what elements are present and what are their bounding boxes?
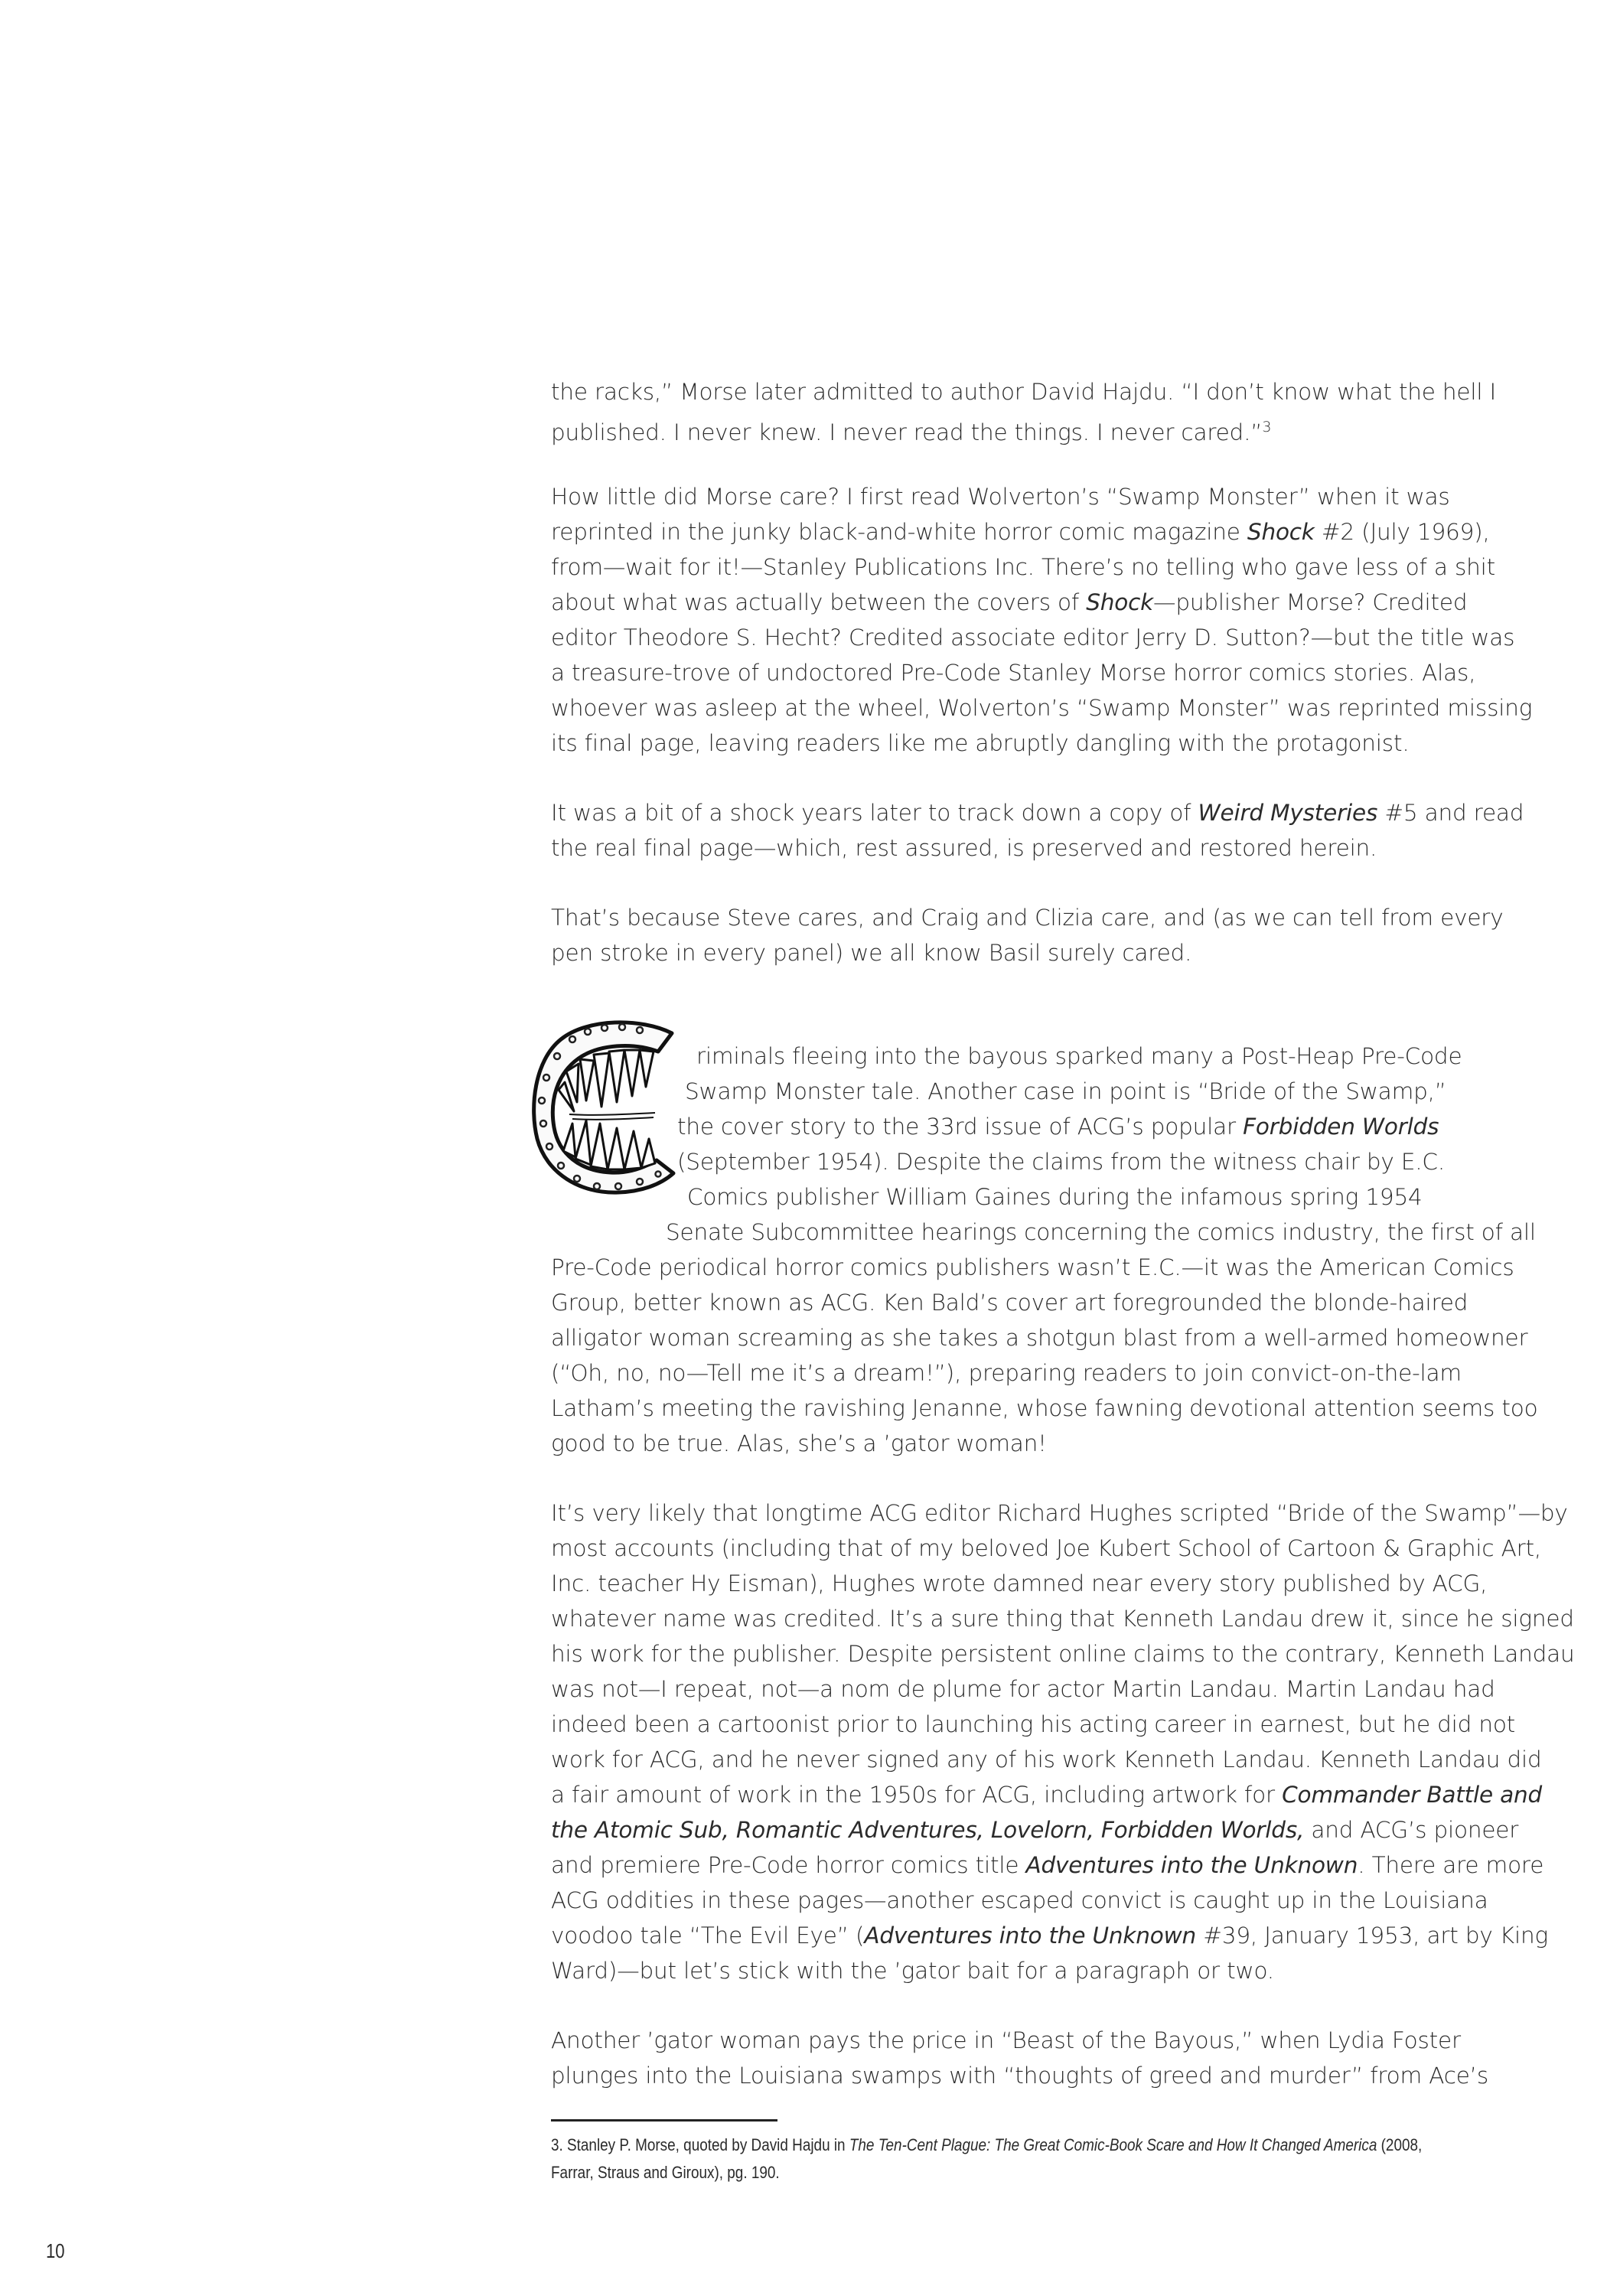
page-number: 10	[46, 2239, 65, 2262]
text-line: (“Oh, no, no—Tell me it’s a dream!”), preparing readers to join convict-on-the-lam	[551, 1360, 1462, 1386]
text-line: from—wait for it!—Stanley Publications Inc. There’s no telling who gave less of a shit	[551, 554, 1495, 580]
text-line: the cover story to the 33rd issue of ACG’s popular Forbidden Worlds	[677, 1114, 1439, 1140]
text-line: about what was actually between the covers of Shock—publisher Morse? Credited	[551, 589, 1468, 615]
text-line: pen stroke in every panel) we all know Basil surely cared.	[551, 940, 1192, 966]
text-line: Senate Subcommittee hearings concerning the comics industry, the first of all	[666, 1219, 1536, 1245]
text-line: editor Theodore S. Hecht? Credited associate editor Jerry D. Sutton?—but the title was	[551, 625, 1515, 651]
footnote-line: Farrar, Straus and Giroux), pg. 190.	[551, 2163, 780, 2182]
text-line: It was a bit of a shock years later to track down a copy of Weird Mysteries #5 and read	[551, 800, 1524, 826]
paragraph-dropcap	[551, 1039, 1538, 1461]
text-line: the racks,” Morse later admitted to author David Hajdu. “I don’t know what the hell I	[551, 379, 1497, 405]
text-line: a fair amount of work in the 1950s for ACG, including artwork for Commander Battle and	[551, 1782, 1543, 1808]
text-line: Latham’s meeting the ravishing Jenanne, whose fawning devotional attention seems too	[551, 1395, 1538, 1421]
text-line: reprinted in the junky black-and-white horror comic magazine Shock #2 (July 1969),	[551, 519, 1490, 545]
paragraph	[551, 2023, 1500, 2093]
text-line: riminals fleeing into the bayous sparked many a Post-Heap Pre-Code	[696, 1043, 1462, 1069]
text-line: the Atomic Sub, Romantic Adventures, Lovelorn, Forbidden Worlds, and ACG’s pioneer	[551, 1817, 1519, 1843]
footnote	[551, 2131, 1498, 2187]
text-line: and premiere Pre-Code horror comics title Adventures into the Unknown. There are more	[551, 1852, 1544, 1878]
text-line: a treasure-trove of undoctored Pre-Code Stanley Morse horror comics stories. Alas,	[551, 660, 1476, 686]
text-block-upper	[551, 374, 1533, 970]
text-line: its final page, leaving readers like me abruptly dangling with the protagonist.	[551, 730, 1410, 756]
text-line: the real final page—which, rest assured, is preserved and restored herein.	[551, 835, 1377, 861]
text-line: Ward)—but let’s stick with the ’gator bait for a paragraph or two.	[551, 1958, 1274, 1984]
text-line: alligator woman screaming as she takes a shotgun blast from a well-armed homeowner	[551, 1325, 1528, 1351]
text-line: plunges into the Louisiana swamps with “thoughts of greed and murder” from Ace’s	[551, 2063, 1489, 2089]
text-line: most accounts (including that of my beloved Joe Kubert School of Cartoon & Graphic Art,	[551, 1535, 1542, 1561]
text-block-lower	[551, 1039, 1575, 2093]
text-line: his work for the publisher. Despite persistent online claims to the contrary, Kenneth Landau	[551, 1641, 1575, 1667]
paragraph	[551, 900, 1504, 970]
text-line: Inc. teacher Hy Eisman), Hughes wrote damned near every story published by ACG,	[551, 1570, 1488, 1596]
text-line: whoever was asleep at the wheel, Wolverton’s “Swamp Monster” was reprinted missing	[551, 695, 1533, 721]
paragraph	[551, 479, 1533, 761]
text-line: published. I never knew. I never read the things. I never cared.”$^3$	[551, 419, 1272, 445]
text-line: Pre-Code periodical horror comics publishers wasn’t E.C.—it was the American Comics	[551, 1254, 1514, 1280]
text-line: ACG oddities in these pages—another escaped convict is caught up in the Louisiana	[551, 1887, 1488, 1913]
paragraph	[551, 374, 1500, 445]
text-line: Swamp Monster tale. Another case in point is “Bride of the Swamp,”	[685, 1078, 1446, 1104]
paragraph	[551, 795, 1524, 866]
footnote-divider	[551, 2119, 777, 2122]
text-line: work for ACG, and he never signed any of his work Kenneth Landau. Kenneth Landau did	[551, 1746, 1542, 1773]
text-line: good to be true. Alas, she’s a ’gator woman!	[551, 1430, 1047, 1456]
text-line: voodoo tale “The Evil Eye” (Adventures into the Unknown #39, January 1953, art by King	[551, 1923, 1548, 1949]
text-line: Group, better known as ACG. Ken Bald’s cover art foregrounded the blonde-haired	[551, 1290, 1468, 1316]
footnote-line: 3. Stanley P. Morse, quoted by David Hajdu in The Ten-Cent Plague: The Great Comic-Book Scare and How It Changed America (2008,	[551, 2135, 1423, 2154]
text-line: indeed been a cartoonist prior to launching his acting career in earnest, but he did not	[551, 1711, 1516, 1737]
text-line: Comics publisher William Gaines during the infamous spring 1954	[687, 1184, 1423, 1210]
footnote-marker: 3	[1262, 419, 1272, 435]
text-line: (September 1954). Despite the claims from the witness chair by E.C.	[677, 1149, 1446, 1175]
paragraph	[551, 1495, 1575, 1988]
text-line: Another ’gator woman pays the price in “Beast of the Bayous,” when Lydia Foster	[551, 2027, 1461, 2053]
text-line: How little did Morse care? I first read Wolverton’s “Swamp Monster” when it was	[551, 484, 1450, 510]
text-line: It’s very likely that longtime ACG editor Richard Hughes scripted “Bride of the Swamp”—by	[551, 1500, 1568, 1526]
text-line: whatever name was credited. It’s a sure thing that Kenneth Landau drew it, since he signed	[551, 1606, 1574, 1632]
text-line: That’s because Steve cares, and Craig and Clizia care, and (as we can tell from every	[551, 905, 1504, 931]
text-line: was not—I repeat, not—a nom de plume for actor Martin Landau. Martin Landau had	[551, 1676, 1495, 1702]
